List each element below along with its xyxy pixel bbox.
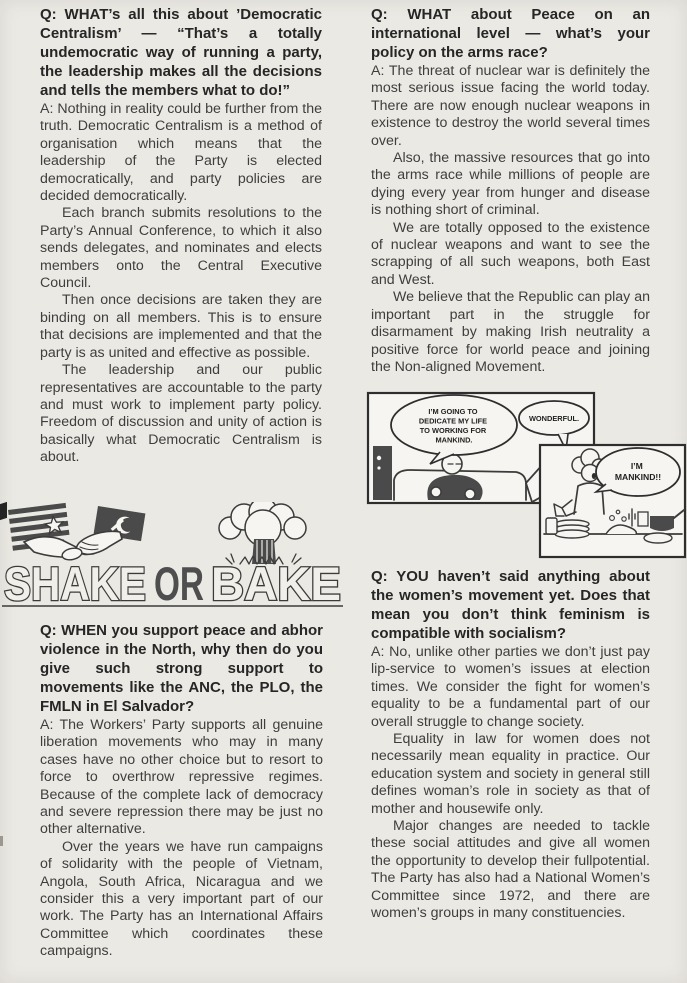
shake-word: SHAKE [4,557,146,610]
cartoon-panel-2 [540,445,685,557]
or-word: OR [154,557,204,610]
answer-paragraph: Equality in law for women does not necessarily mean equality in practice. Our education system and society in general still defines woman’s role in society as that of mother and housewife only. [371,731,650,817]
speech-line: I’M [630,461,643,471]
qa-womens-movement [371,567,650,923]
answer-paragraph: Over the years we have run campaigns of solidarity with the people of Vietnam, Angola, South Africa, Nicaragua and we consider this a very important part of our work. The Party has an International Affairs Committee which coordinates these campaigns. [40,838,323,960]
qa-democratic-centralism [40,5,322,467]
speech-line: WONDERFUL. [528,414,580,423]
speech-line: TO WORKING FOR [419,426,487,435]
scan-artifact [0,502,7,520]
svg-text:WONDERFUL. [529,414,579,423]
answer-paragraph: We believe that the Republic can play an important part in the struggle for disarmament by making Irish neutrality a positive force for world peace and joining the Non-aligned Movement. [371,289,650,375]
speech-line: MANKIND!! [614,472,662,482]
question-heading: Q: WHEN you support peace and abhor violence in the North, why then do you give such strong support to movements like the ANC, the PLO, the FMLN in El Salvador? [40,622,323,715]
answer-paragraph: A: The threat of nuclear war is definitely the most serious issue facing the world today. There are now enough nuclear weapons in existence to destroy the world several times over. [371,63,650,149]
answer-paragraph: A: The Workers’ Party supports all genuine liberation movements who may in many cases have no other choice but to resort to force to overthrow repressive regimes. Because of the complete lack of democracy and severe repression there may be just no other alternative. [40,717,323,838]
answer-paragraph: We are totally opposed to the existence of nuclear weapons and want to see the scrapping of all such weapons, both East and West. [371,219,650,288]
mushroom-cloud-icon [219,502,306,564]
answer-paragraph: Major changes are needed to tackle these social attitudes and give all women the opportunity to develop their fullpotential. The Party has also had a National Women’s Committee since 1972, and there are women’s groups in many constituencies. [371,818,650,922]
mankind-cartoon [366,388,687,564]
question-heading: Q: WHAT about Peace on an international level — what’s your policy on the arms race? [371,6,650,61]
scan-artifact [0,836,3,846]
answer-paragraph: A: No, unlike other parties we don’t just pay lip-service to women’s issues at election times. We consider the fight for women’s equality to be a fundamental part of our overall struggle to change society. [371,644,650,730]
speech-line: I’M GOING TO [428,407,478,416]
answer-paragraph: A: Nothing in reality could be further from the truth. Democratic Centralism is a method of organisation which means that the leadership of the Party is elected democratically, and party policies are decided democratically. [40,101,322,205]
question-heading: Q: WHAT’s all this about ’Democratic Centralism’ — “That’s a totally undemocratic way of running a party, the leadership makes all the decisions and tells the members what to do!” [40,6,322,99]
question-heading: Q: YOU haven’t said anything about the women’s movement yet. Does that mean you don’t think feminism is compatible with socialism? [371,568,650,642]
qa-arms-race [371,5,650,376]
answer-paragraph: Then once decisions are taken they are binding on all members. This is to ensure that decisions are implemented and that the party is as united and effective as possible. [40,292,322,361]
speech-bubble-mother [596,448,680,496]
answer-paragraph: The leadership and our public representatives are accountable to the party and must work to implement party policy. Freedom of discussion and unity of action is basically what Democratic Centralism is about. [40,362,322,466]
bake-word: BAKE [211,557,341,610]
qa-liberation-movements [40,621,323,961]
answer-paragraph: Also, the massive resources that go into the arms race while millions of people are dying every year from hunger and disease is nothing short of criminal. [371,150,650,219]
shake-or-bake-graphic [2,502,343,610]
speech-line: MANKIND. [435,435,473,445]
speech-line: DEDICATE MY LIFE [418,416,488,426]
answer-paragraph: Each branch submits resolutions to the Party’s Annual Conference, to which it also sends delegates, and nominates and elects members onto the Central Executive Council. [40,205,322,292]
